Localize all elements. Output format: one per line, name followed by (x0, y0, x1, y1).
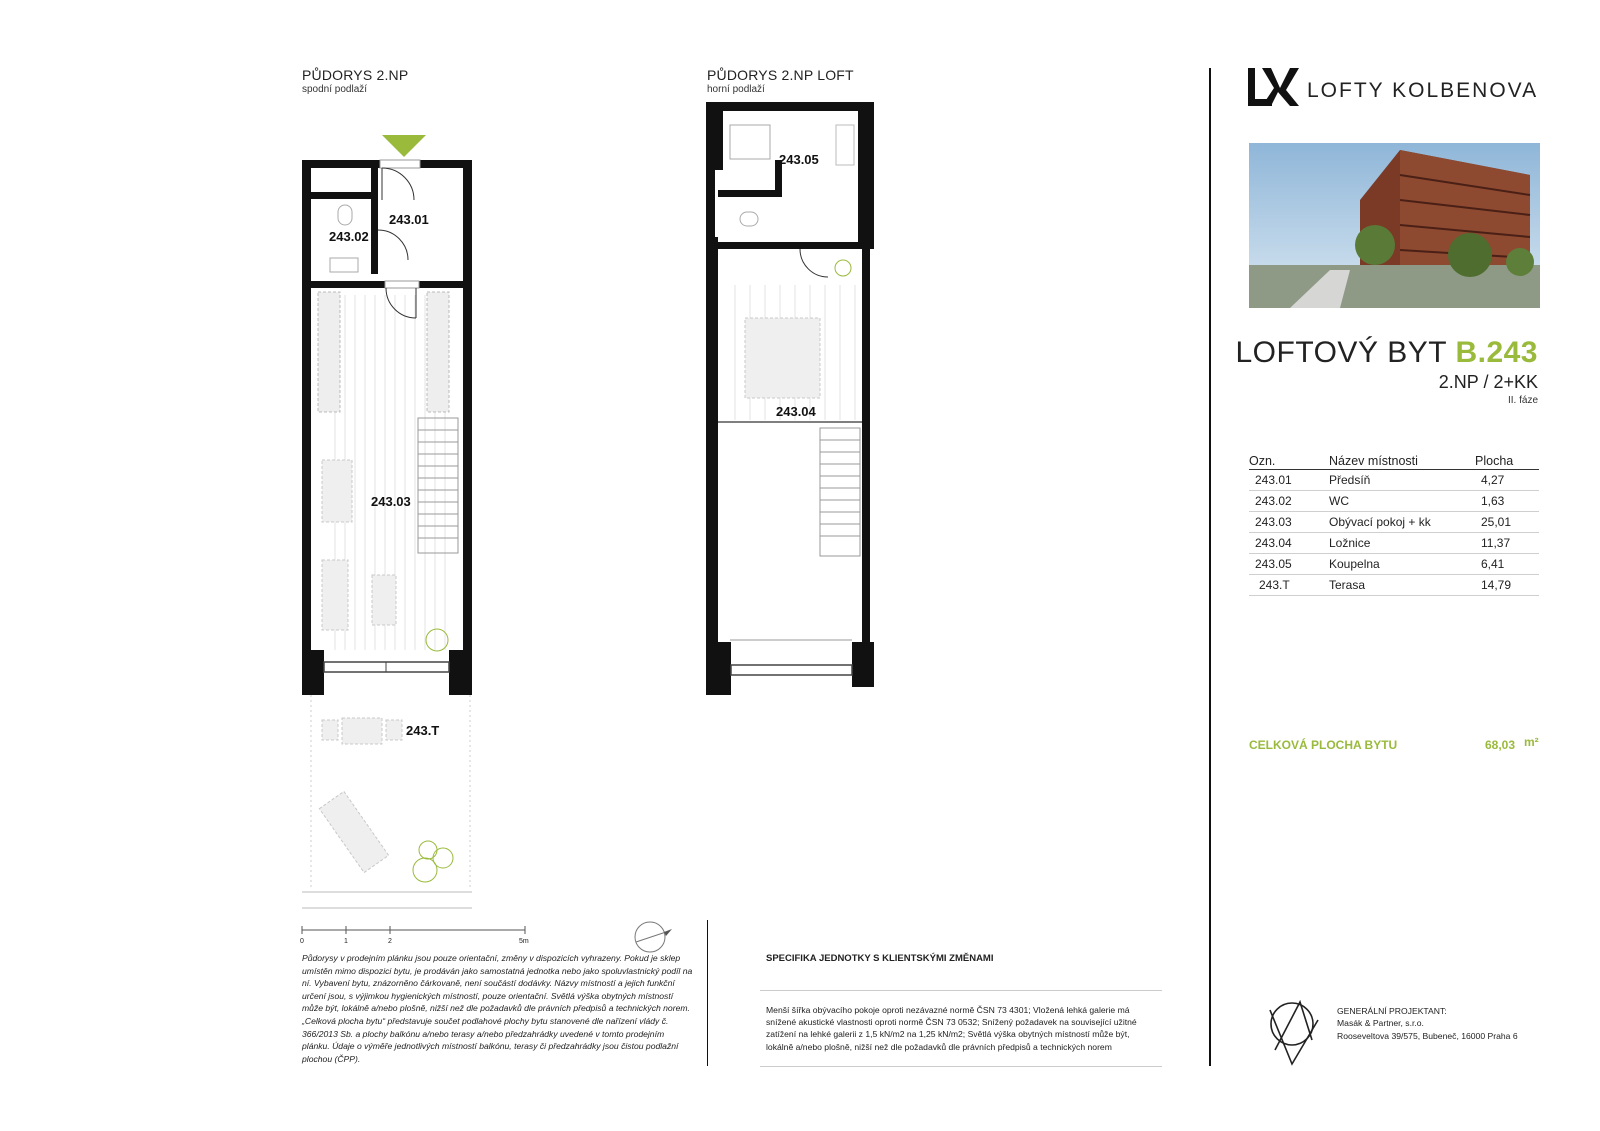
upper-plan-subtitle: horní podlaží (707, 84, 765, 95)
row-area: 1,63 (1475, 491, 1539, 512)
row-code: 243.01 (1249, 470, 1329, 491)
room-label-243-05: 243.05 (779, 152, 819, 167)
lower-plan-subtitle: spodní podlaží (302, 84, 368, 95)
row-code: 243.03 (1249, 512, 1329, 533)
projektant-address: Rooseveltova 39/575, Bubeneč, 16000 Praha 6 (1337, 1030, 1518, 1041)
scale-tick-0: 0 (300, 938, 304, 945)
total-area-label: CELKOVÁ PLOCHA BYTU (1249, 738, 1398, 752)
total-area-unit: m² (1524, 735, 1539, 749)
row-name: Ložnice (1329, 533, 1475, 554)
header-area: Plocha (1475, 452, 1539, 470)
row-code: 243.02 (1249, 491, 1329, 512)
row-area: 4,27 (1475, 470, 1539, 491)
row-name: Předsíň (1329, 470, 1475, 491)
specs-title: SPECIFIKA JEDNOTKY S KLIENTSKÝMI ZMĚNAMI (766, 953, 994, 964)
row-code: 243.05 (1249, 554, 1329, 575)
header-code: Ozn. (1249, 452, 1329, 470)
apartment-code: B.243 (1455, 336, 1538, 369)
scale-tick-1: 1 (344, 938, 348, 945)
row-area: 6,41 (1475, 554, 1539, 575)
projektant-block (1337, 1005, 1557, 1042)
row-name: Koupelna (1329, 554, 1475, 575)
row-code: 243.T (1249, 575, 1329, 596)
lower-plan-title: PŮDORYS 2.NP (302, 67, 409, 83)
upper-plan-title: PŮDORYS 2.NP LOFT (707, 67, 854, 83)
scale-tick-5: 5m (519, 938, 529, 945)
total-area-value: 68,03 (1485, 738, 1516, 752)
row-name: WC (1329, 491, 1475, 512)
header-name: Název místnosti (1329, 452, 1475, 470)
row-area: 11,37 (1475, 533, 1539, 554)
room-label-243-04: 243.04 (776, 404, 816, 419)
disclaimer-text: Půdorysy v prodejním plánku jsou pouze orientační, změny v dispozicích vyhrazeny. Pokud je sklep umístěn mimo dispozici bytu, je prodáván jako samostatná jednotka nebo jako spoluvlastnický podíl na ní. Vybavení bytu, znázorněno čárkovaně, není součástí dodávky. Názvy místností a jejich funkční určení jsou, s výjimkou hygienických místností, pouze orientační. Světlá výška obytných místností může být, lokálně a/nebo plošně, nižší než dle požadavků dle právních předpisů a technických norem. „Celková plocha bytu“ představuje součet podlahové plochy bytu stanovené dle nařízení vlády č. 366/2013 Sb. a plochy balkónu a/nebo terasy a/nebo předzahrádky uvedené v tomto prodejním plánku. Údaje o výměře jednotlivých místností balkónu, terasy či předzahrádky jsou čistou podlažní plochou (ČPP). (302, 953, 693, 1064)
apartment-title-prefix: LOFTOVÝ BYT (1235, 336, 1447, 369)
scale-tick-2: 2 (388, 938, 392, 945)
specs-text: Menší šířka obývacího pokoje oproti nezávazné normě ČSN 73 4301; Vložená lehká galerie má snížené akustické vlastnosti oproti normě ČSN 73 0532; Snížený požadavek na související užitné zatížení na lehké galerii z 1,5 kN/m2 na 1,25 kN/m2; Světlá výška obytných místností může být, lokálně a/nebo plošně, nižší než dle požadavků dle právních předpisů a technických norem (766, 1005, 1137, 1052)
projektant-company: Masák & Partner, s.r.o. (1337, 1018, 1424, 1029)
row-area: 14,79 (1475, 575, 1539, 596)
row-name: Terasa (1329, 575, 1475, 596)
room-label-243-03: 243.03 (371, 494, 411, 509)
apartment-subtitle: 2.NP / 2+KK (1438, 372, 1538, 392)
projektant-label: GENERÁLNÍ PROJEKTANT: (1337, 1006, 1447, 1016)
room-label-243-01: 243.01 (389, 212, 429, 227)
apartment-phase: II. fáze (1507, 395, 1538, 406)
row-area: 25,01 (1475, 512, 1539, 533)
row-name: Obývací pokoj + kk (1329, 512, 1475, 533)
room-label-243-T: 243.T (406, 723, 440, 738)
row-code: 243.04 (1249, 533, 1329, 554)
brand-name: LOFTY KOLBENOVA (1307, 79, 1539, 102)
room-label-243-02: 243.02 (329, 229, 369, 244)
